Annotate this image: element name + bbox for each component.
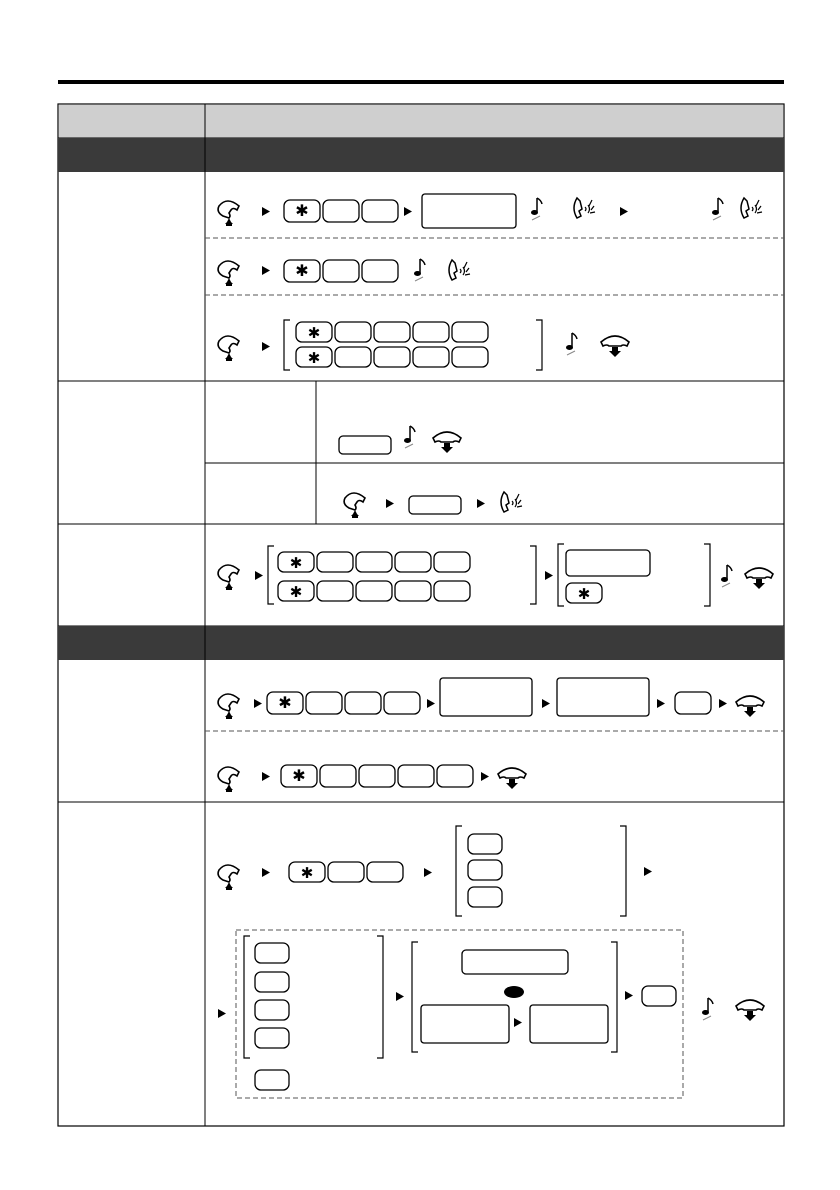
svg-text:✱: ✱ xyxy=(292,768,306,785)
on-hook-icon xyxy=(736,1000,764,1021)
svg-text:✱: ✱ xyxy=(300,865,314,882)
entry-box xyxy=(530,1005,608,1043)
arrow-icon xyxy=(396,992,404,1001)
arrow-icon xyxy=(481,772,489,781)
arrow-icon xyxy=(386,499,394,508)
off-hook-icon xyxy=(344,493,365,518)
arrow-icon xyxy=(514,1018,522,1027)
digit-key xyxy=(362,200,398,222)
talking-handset-icon xyxy=(449,260,470,280)
on-hook-icon xyxy=(498,768,526,789)
star-key-label: ✱ xyxy=(295,263,309,280)
on-hook-icon xyxy=(433,432,461,453)
or-marker xyxy=(504,986,524,998)
sequence-2a xyxy=(339,426,461,454)
feature-button xyxy=(339,436,391,454)
sequence-1a xyxy=(218,194,762,228)
music-note-icon xyxy=(712,198,723,220)
star-key-label: ✱ xyxy=(307,325,321,342)
entry-box xyxy=(462,950,568,974)
arrow-icon xyxy=(477,499,485,508)
feature-button xyxy=(566,550,650,576)
talking-handset-icon xyxy=(741,198,762,218)
arrow-icon xyxy=(620,207,628,216)
svg-text:✱: ✱ xyxy=(289,555,303,572)
digit-key xyxy=(642,986,676,1006)
arrow-icon xyxy=(427,699,435,708)
arrow-icon xyxy=(262,868,270,877)
bracket-right xyxy=(536,320,542,370)
sequence-4b xyxy=(218,765,526,792)
off-hook-icon xyxy=(218,865,239,890)
off-hook-icon xyxy=(218,201,239,226)
section-bar-1 xyxy=(58,138,784,172)
talking-handset-icon xyxy=(501,492,522,512)
arrow-icon xyxy=(644,867,652,876)
number-entry-box xyxy=(422,194,516,228)
entry-box xyxy=(421,1005,509,1043)
off-hook-icon xyxy=(218,767,239,792)
arrow-icon xyxy=(262,342,270,351)
svg-text:✱: ✱ xyxy=(278,695,292,712)
table-header-row xyxy=(58,104,784,138)
arrow-icon xyxy=(657,699,665,708)
music-note-icon xyxy=(702,998,713,1020)
on-hook-icon xyxy=(745,568,773,589)
arrow-icon xyxy=(262,207,270,216)
star-key-label: ✱ xyxy=(307,350,321,367)
arrow-icon xyxy=(545,571,553,580)
off-hook-icon xyxy=(218,336,239,361)
svg-text:✱: ✱ xyxy=(289,584,303,601)
music-note-icon xyxy=(414,259,425,281)
arrow-icon xyxy=(262,772,270,781)
arrow-icon xyxy=(404,207,412,216)
sequence-2b xyxy=(344,492,522,518)
sequence-3 xyxy=(218,544,773,606)
music-note-icon xyxy=(404,426,415,448)
sequence-4a xyxy=(218,678,764,719)
digit-key xyxy=(323,200,359,222)
sequence-5-bottom xyxy=(218,930,764,1098)
digit-key xyxy=(675,692,711,714)
entry-box xyxy=(557,678,649,716)
sequence-1b xyxy=(218,259,470,286)
arrow-icon xyxy=(424,868,432,877)
arrow-icon xyxy=(625,991,633,1000)
sequence-5-top xyxy=(218,826,652,916)
talking-handset-icon xyxy=(574,198,595,218)
arrow-icon xyxy=(719,699,727,708)
on-hook-icon xyxy=(736,696,764,717)
bracket-left xyxy=(284,320,290,370)
off-hook-icon xyxy=(218,694,239,719)
music-note-icon xyxy=(721,565,732,587)
music-note-icon xyxy=(566,333,577,355)
feature-button xyxy=(409,496,461,514)
digit-key xyxy=(323,260,359,282)
svg-text:✱: ✱ xyxy=(577,586,591,603)
entry-box xyxy=(440,678,532,716)
arrow-icon xyxy=(218,1009,226,1018)
off-hook-icon xyxy=(218,261,239,286)
music-note-icon xyxy=(531,198,542,220)
off-hook-icon xyxy=(218,565,239,590)
sequence-1c xyxy=(218,320,629,370)
arrow-icon xyxy=(542,699,550,708)
section-bar-2 xyxy=(58,626,784,660)
digit-key xyxy=(362,260,398,282)
star-key-label: ✱ xyxy=(295,203,309,220)
on-hook-icon xyxy=(601,336,629,357)
arrow-icon xyxy=(262,266,270,275)
arrow-icon xyxy=(255,571,263,580)
arrow-icon xyxy=(254,699,262,708)
table-frame xyxy=(58,104,784,1126)
